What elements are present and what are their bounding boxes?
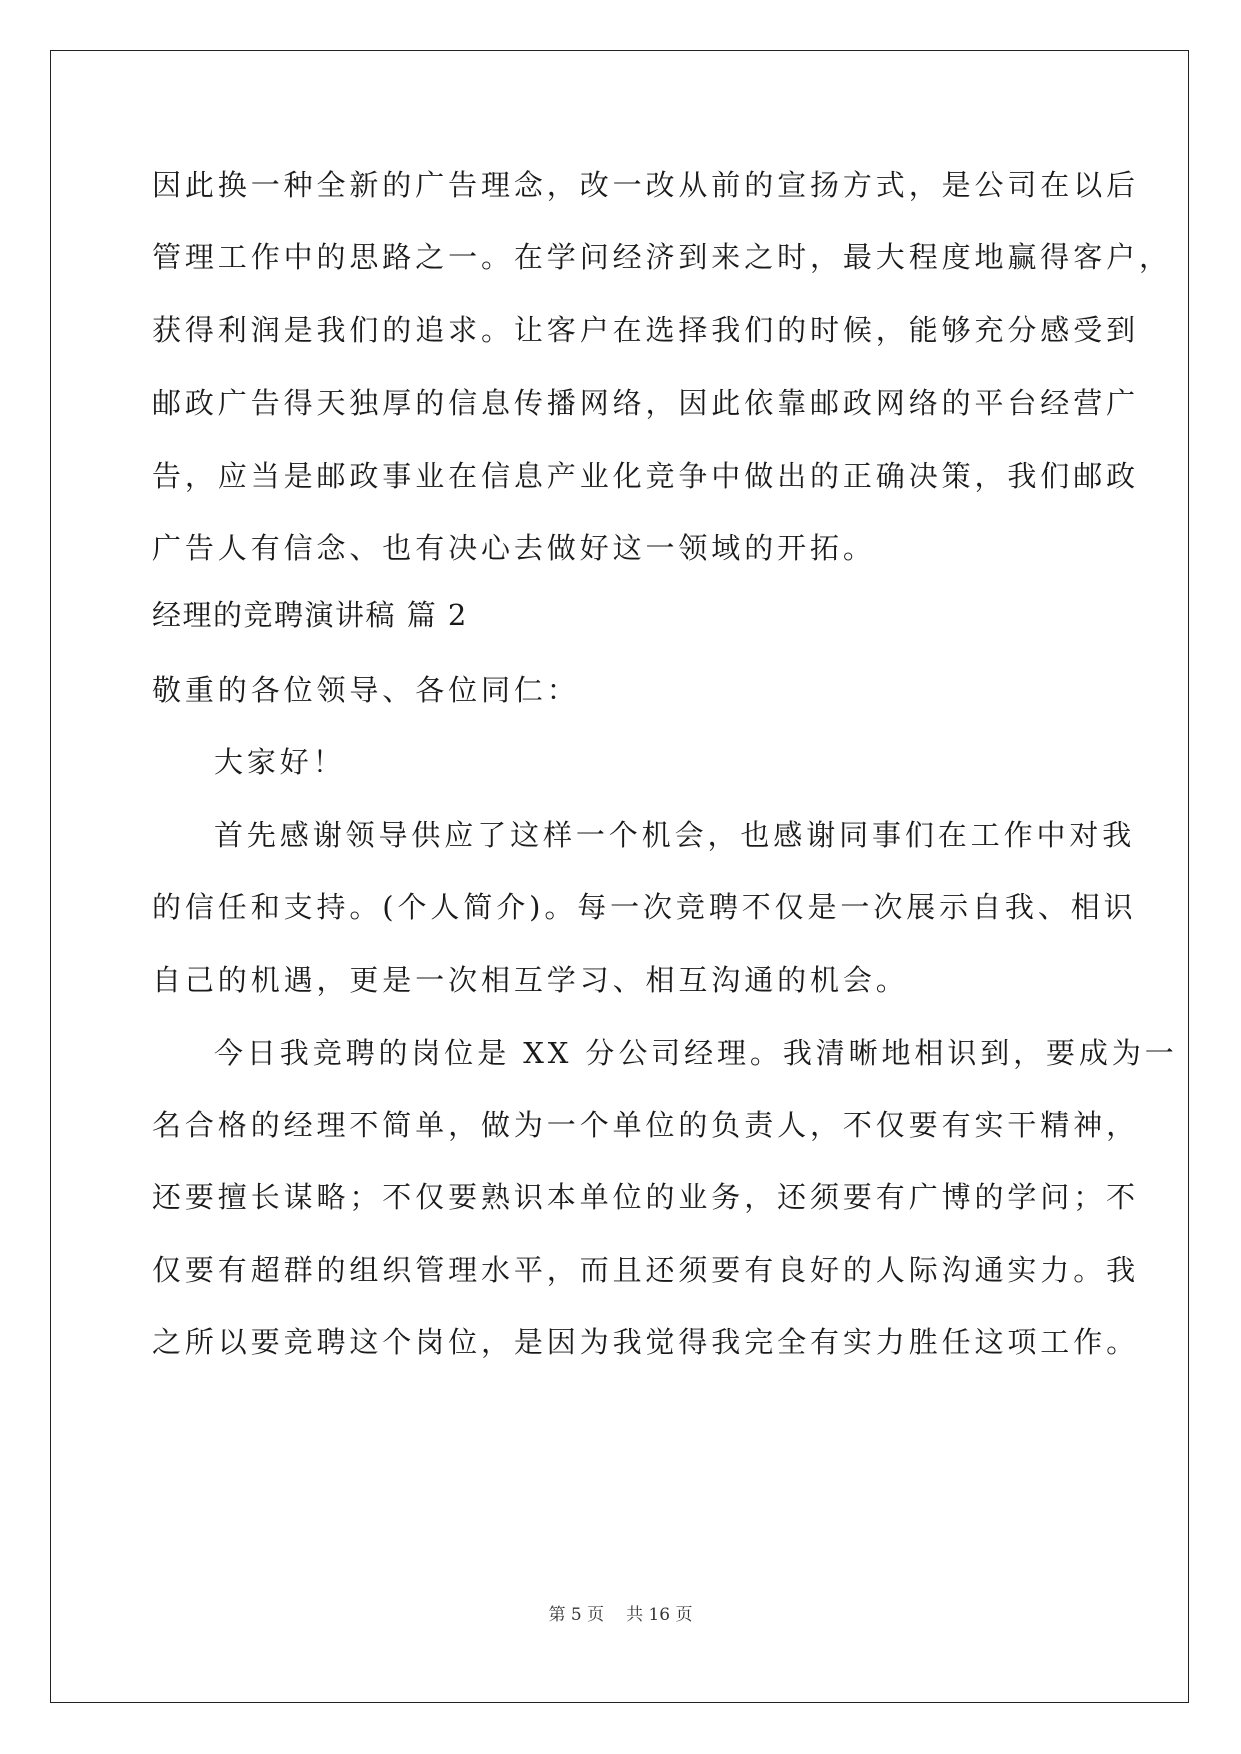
page-number: 第 5 页 <box>548 1605 605 1625</box>
paragraph-line: 管理工作中的思路之一。在学问经济到来之时，最大程度地赢得客户， <box>152 240 1172 274</box>
section-heading: 经理的竞聘演讲稿 篇 2 <box>152 598 468 632</box>
paragraph-line: 邮政广告得天独厚的信息传播网络，因此依靠邮政网络的平台经营广 <box>152 386 1140 420</box>
paragraph-line: 之所以要竞聘这个岗位，是因为我觉得我完全有实力胜任这项工作。 <box>152 1325 1140 1359</box>
paragraph-line: 仅要有超群的组织管理水平，而且还须要有良好的人际沟通实力。我 <box>152 1253 1140 1287</box>
salutation: 敬重的各位领导、各位同仁： <box>152 673 580 707</box>
paragraph-line: 名合格的经理不简单，做为一个单位的负责人，不仅要有实干精神， <box>152 1108 1140 1142</box>
page-total: 共 16 页 <box>626 1605 693 1625</box>
greeting: 大家好！ <box>214 745 346 779</box>
paragraph-line: 首先感谢领导供应了这样一个机会，也感谢同事们在工作中对我 <box>214 818 1136 852</box>
paragraph-line: 获得利润是我们的追求。让客户在选择我们的时候，能够充分感受到 <box>152 313 1140 347</box>
paragraph-line: 今日我竞聘的岗位是 XX 分公司经理。我清晰地相识到，要成为一 <box>214 1036 1178 1070</box>
page-border <box>50 50 1189 1703</box>
paragraph-line: 广告人有信念、也有决心去做好这一领域的开拓。 <box>152 531 876 565</box>
paragraph-line: 因此换一种全新的广告理念，改一改从前的宣扬方式，是公司在以后 <box>152 168 1140 202</box>
page-footer <box>0 1600 1241 1625</box>
paragraph-line: 的信任和支持。(个人简介)。每一次竞聘不仅是一次展示自我、相识 <box>152 890 1137 924</box>
paragraph-line: 还要擅长谋略；不仅要熟识本单位的业务，还须要有广博的学问；不 <box>152 1180 1140 1214</box>
paragraph-line: 告，应当是邮政事业在信息产业化竞争中做出的正确决策，我们邮政 <box>152 459 1140 493</box>
paragraph-line: 自己的机遇，更是一次相互学习、相互沟通的机会。 <box>152 963 909 997</box>
